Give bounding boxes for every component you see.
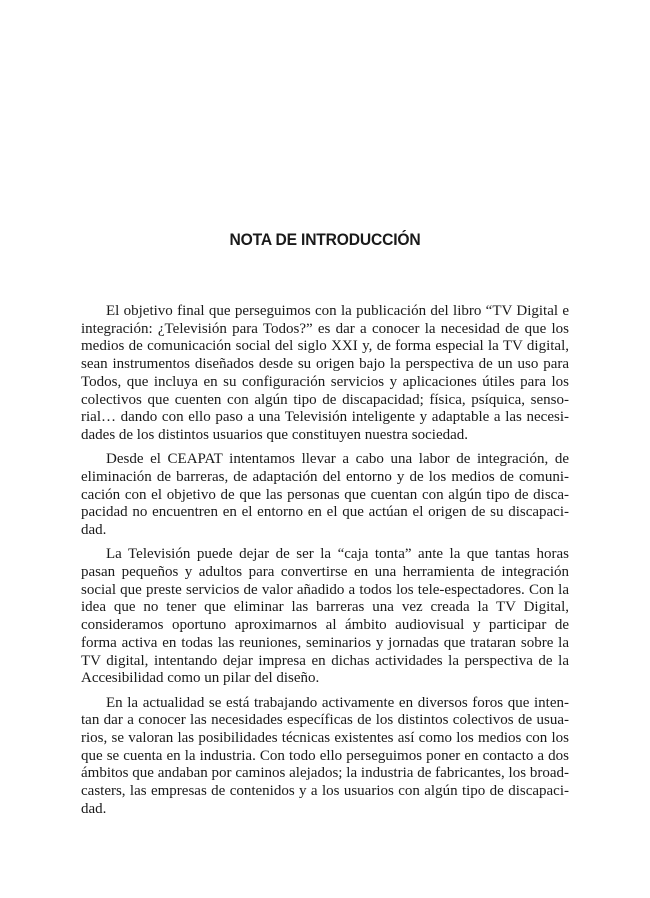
paragraph-4: En la actualidad se está trabajando activamente en diversos foros que intentan dar a conocer las necesidades específicas de los distintos colectivos de usuarios, se valoran las posibilidades técnicas existentes así como los medios con los que se cuenta en la industria. Con todo ello perseguimos poner en contacto a dos ámbitos que andaban por caminos alejados; la industria de fabricantes, los broadcasters, las empresas de contenidos y a los usuarios con algún tipo de discapacidad. — [81, 694, 569, 817]
paragraph-2: Desde el CEAPAT intentamos llevar a cabo una labor de integración, de eliminación de barreras, de adaptación del entorno y de los medios de comunicación con el objetivo de que las personas que cuentan con algún tipo de discapacidad no encuentren en el entorno en el que actúan el origen de su discapacidad. — [81, 451, 569, 539]
body-text — [81, 303, 569, 825]
page-title: NOTA DE INTRODUCCIÓN — [229, 230, 421, 249]
paragraph-3: La Televisión puede dejar de ser la “caja tonta” ante la que tantas horas pasan pequeños y adultos para convertirse en una herramienta de integración social que preste servicios de valor añadido a todos los tele-espectadores. Con la idea que no tener que eliminar las barreras una vez creada la TV Digital, consideramos oportuno aproximarnos al ámbito audiovisual y participar de forma activa en todas las reuniones, seminarios y jornadas que trataran sobre la TV digital, intentando dejar impresa en dichas actividades la perspectiva de la Accesibilidad como un pilar del diseño. — [81, 546, 569, 687]
paragraph-1: El objetivo final que perseguimos con la publicación del libro “TV Digital e integración: ¿Televisión para Todos?” es dar a conocer la necesidad de que los medios de comunicación social del siglo XXI y, de forma especial la TV digital, sean instrumentos diseñados desde su origen bajo la perspectiva de un uso para Todos, que incluya en su configuración servicios y aplicaciones útiles para los colectivos que cuenten con algún tipo de discapacidad; física, psíquica, sensorial… dando con ello paso a una Televisión inteligente y adaptable a las necesidades de los distintos usuarios que constituyen nuestra sociedad. — [81, 303, 569, 443]
